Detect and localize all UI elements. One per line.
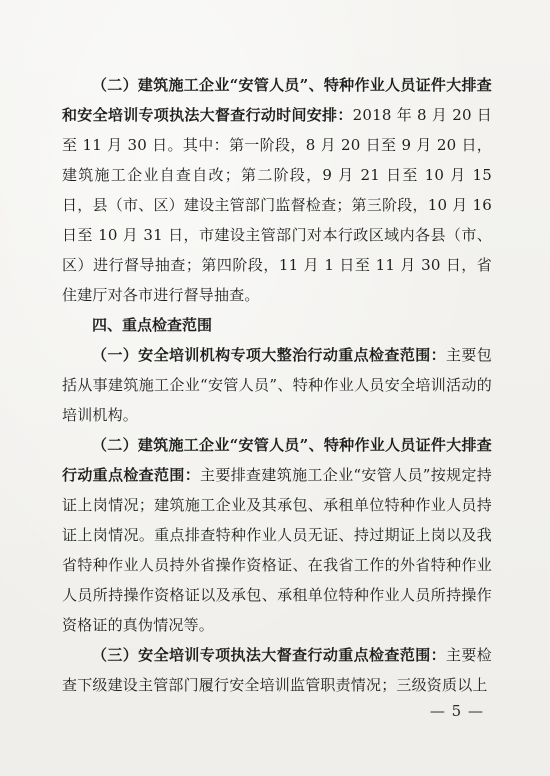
paragraph-lead: （二）建筑施工企业“安管人员”、特种作业人员证件大排查和安全培训专项执法大督查行动时间安排： bbox=[62, 76, 492, 124]
section-heading: 四、重点检查范围 bbox=[92, 316, 213, 334]
paragraph-scope-certificate-check bbox=[62, 430, 492, 640]
paragraph-schedule bbox=[62, 70, 492, 310]
paragraph-lead: （三）安全培训专项执法大督查行动重点检查范围： bbox=[92, 646, 447, 664]
paragraph-scope-enforcement bbox=[62, 640, 492, 700]
paragraph-lead: （二）建筑施工企业“安管人员”、特种作业人员证件大排查行动重点检查范围： bbox=[62, 436, 492, 484]
paragraph-text: 2018 年 8 月 20 日至 11 月 30 日。其中：第一阶段，8 月 20 日至 9 月 20 日，建筑施工企业自查自改；第二阶段，9 月 21 日至 10 月 15 日，县（市、区）建设主管部门监督检查；第三阶段，10 月 16 日至 10 月 31 日，市建设主管部门对本行政区域内各县（市、区）进行督导抽查；第四阶段，11 月 1 日至 11 月 30 日，省住建厅对各市进行督导抽查。 bbox=[62, 106, 492, 304]
paragraph-text: 主要排查建筑施工企业“安管人员”按规定持证上岗情况；建筑施工企业及其承包、承租单位特种作业人员持证上岗情况。重点排查特种作业人员无证、持过期证上岗以及我省特种作业人员持外省操作资格证、在我省工作的外省特种作业人员所持操作资格证以及承包、承租单位特种作业人员所持操作资格证的真伪情况等。 bbox=[62, 466, 492, 634]
document-body bbox=[62, 70, 492, 700]
paragraph-text: 主要包括从事建筑施工企业“安管人员”、特种作业人员安全培训活动的培训机构。 bbox=[62, 346, 492, 424]
page-number: — 5 — bbox=[429, 702, 484, 720]
paragraph-text: 主要检查下级建设主管部门履行安全培训监管职责情况；三级资质以上 bbox=[62, 646, 492, 694]
paragraph-scope-training-institutions bbox=[62, 340, 492, 430]
paragraph-lead: （一）安全培训机构专项大整治行动重点检查范围： bbox=[92, 346, 447, 364]
